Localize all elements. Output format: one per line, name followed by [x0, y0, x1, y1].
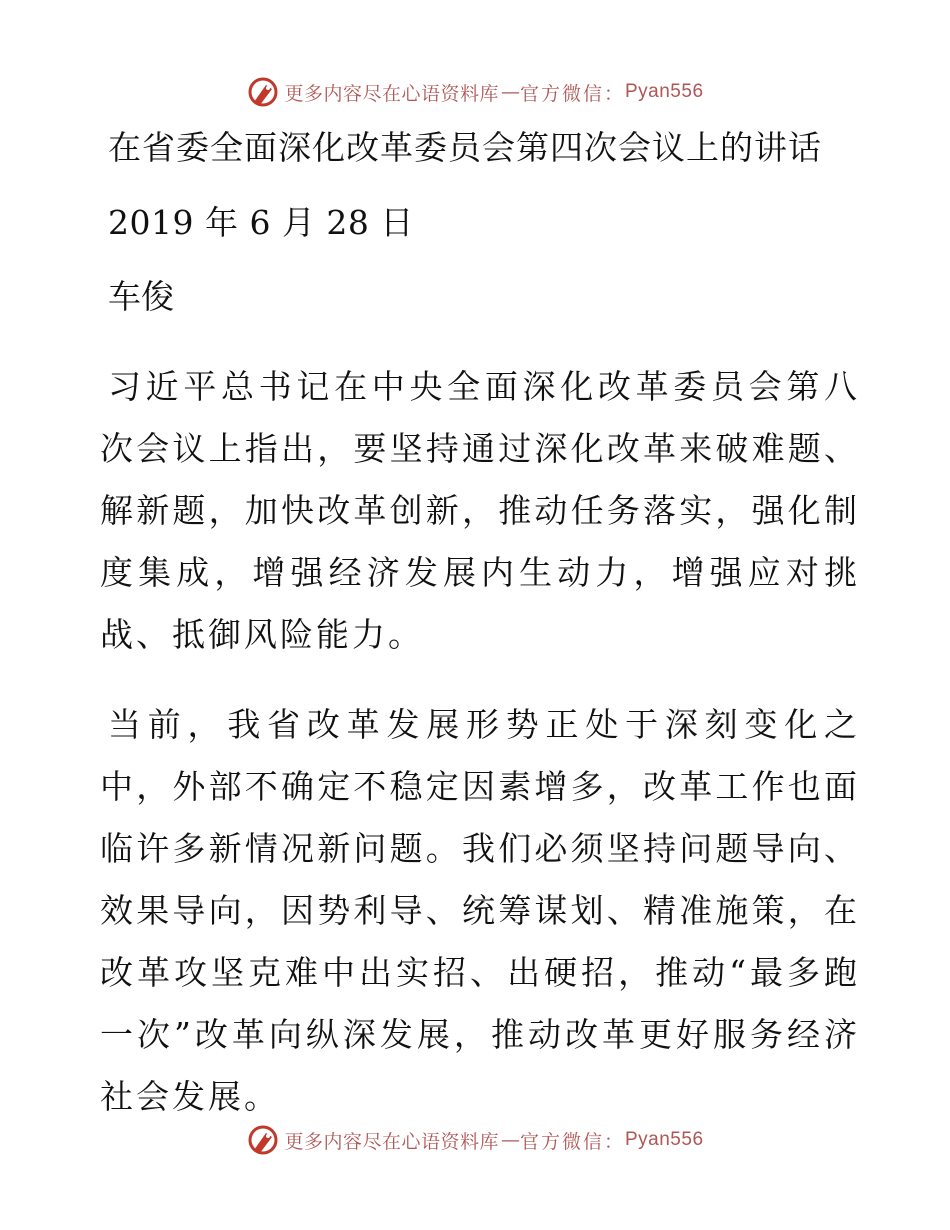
document-author: 车俊: [108, 277, 174, 316]
document-body: [100, 120, 860, 1128]
banner-dash: —: [500, 1129, 518, 1151]
banner-wechat-label: 官方微信：: [519, 1130, 625, 1153]
banner-site-text: 更多内容尽在心语资料库: [284, 1130, 499, 1153]
header-banner: [0, 72, 950, 112]
banner-site-text: 更多内容尽在心语资料库: [284, 82, 499, 105]
banner-wechat-id: Pyan556: [625, 1129, 704, 1150]
banner-wechat-label: 官方微信：: [519, 82, 625, 105]
paragraph: 当前，我省改革发展形势正处于深刻变化之中，外部不确定不稳定因素增多，改革工作也面临许多新情况新问题。我们必须坚持问题导向、效果导向，因势利导、统筹谋划、精准施策，在改革攻坚克难中出实招、出硬招，推动“最多跑一次”改革向纵深发展，推动改革更好服务经济社会发展。: [100, 705, 860, 1116]
paragraph: 习近平总书记在中央全面深化改革委员会第八次会议上指出，要坚持通过深化改革来破难题、解新题，加快改革创新，推动任务落实，强化制度集成，增强经济发展内生动力，增强应对挑战、抵御风险能力。: [100, 367, 860, 654]
banner-wechat-id: Pyan556: [625, 81, 704, 102]
footer-banner: [0, 1120, 950, 1160]
pen-nib-logo-icon: [246, 1123, 280, 1157]
pen-nib-logo-icon: [246, 75, 280, 109]
document-title: 在省委全面深化改革委员会第四次会议上的讲话: [108, 128, 822, 167]
document-date: 2019 年 6 月 28 日: [108, 203, 414, 242]
banner-dash: —: [500, 81, 518, 103]
